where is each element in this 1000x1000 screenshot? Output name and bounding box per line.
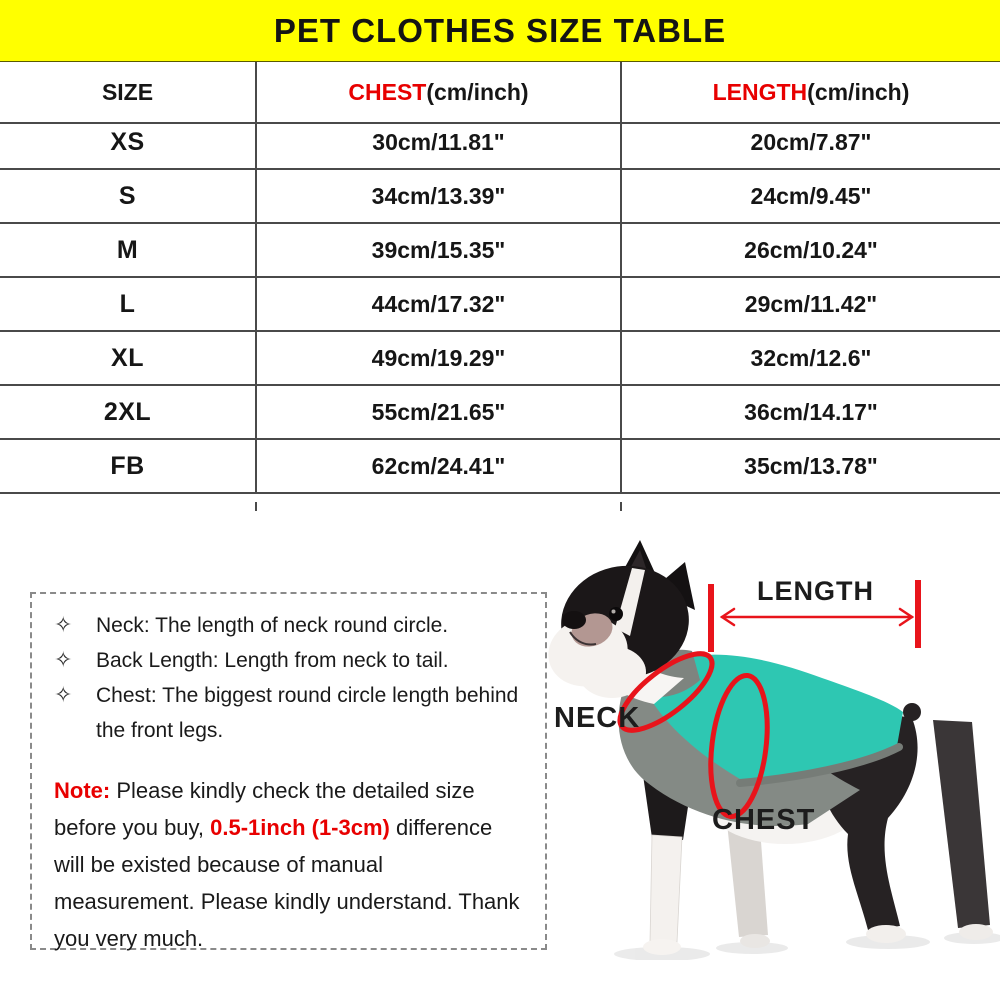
- row-xl-size: XL: [0, 332, 255, 386]
- row-2xl-length: 36cm/14.17": [620, 386, 1000, 440]
- row-l-size: L: [0, 278, 255, 332]
- length-measure-label: LENGTH: [757, 576, 874, 606]
- row-m-length: 26cm/10.24": [620, 224, 1000, 278]
- diamond-bullet-icon: ✧: [54, 683, 73, 708]
- dog-body: [619, 650, 993, 955]
- page-title: PET CLOTHES SIZE TABLE: [0, 0, 1000, 62]
- measurement-notes-box: [30, 592, 547, 950]
- row-s-length: 24cm/9.45": [620, 170, 1000, 224]
- header-chest: [255, 62, 620, 124]
- header-size-label: SIZE: [101, 78, 154, 105]
- note-text-after: difference will be existed because of manual measurement. Please kindly understand. Thank you very much.: [54, 815, 520, 951]
- header-chest-unit: (cm/inch): [426, 78, 529, 105]
- row-xl-chest: 49cm/19.29": [255, 332, 620, 386]
- neck-measure-label: NECK: [554, 702, 641, 734]
- row-m-size: M: [0, 224, 255, 278]
- note-item-chest: [54, 678, 523, 748]
- note-item-back-length: [54, 643, 523, 678]
- row-xs-size: XS: [0, 116, 255, 170]
- note-tolerance-highlight: 0.5-1inch (1-3cm): [210, 815, 390, 840]
- row-l-chest: 44cm/17.32": [255, 278, 620, 332]
- row-2xl-chest: 55cm/21.65": [255, 386, 620, 440]
- row-l-length: 29cm/11.42": [620, 278, 1000, 332]
- note-item-chest-text: Chest: The biggest round circle length behind the front legs.: [96, 684, 519, 742]
- row-xl-length: 32cm/12.6": [620, 332, 1000, 386]
- row-fb-chest: 62cm/24.41": [255, 440, 620, 494]
- header-length: [620, 62, 1000, 124]
- header-chest-accent: CHEST: [348, 78, 427, 105]
- table-column-divider-stub: [620, 502, 622, 511]
- chest-measure-label: CHEST: [712, 804, 816, 836]
- note-item-back-length-text: Back Length: Length from neck to tail.: [96, 649, 449, 672]
- row-fb-size: FB: [0, 440, 255, 494]
- note-text-before: Please kindly check the detailed size before you buy,: [54, 778, 475, 840]
- disclaimer-note: [54, 772, 523, 957]
- row-fb-length: 35cm/13.78": [620, 440, 1000, 494]
- note-label: Note:: [54, 778, 111, 803]
- row-s-chest: 34cm/13.39": [255, 170, 620, 224]
- size-table: [0, 62, 1000, 494]
- row-xs-chest: 30cm/11.81": [255, 116, 620, 170]
- header-length-unit: (cm/inch): [807, 78, 910, 105]
- row-s-size: S: [0, 170, 255, 224]
- table-column-divider-stub: [255, 502, 257, 511]
- diamond-bullet-icon: ✧: [54, 648, 73, 673]
- dog-measurement-diagram: [540, 530, 1000, 960]
- row-xs-length: 20cm/7.87": [620, 116, 1000, 170]
- row-m-chest: 39cm/15.35": [255, 224, 620, 278]
- dog-head: [541, 540, 697, 704]
- header-length-accent: LENGTH: [712, 78, 808, 105]
- header-size: [0, 62, 255, 124]
- row-2xl-size: 2XL: [0, 386, 255, 440]
- diamond-bullet-icon: ✧: [54, 613, 73, 638]
- note-item-neck-text: Neck: The length of neck round circle.: [96, 614, 449, 637]
- note-item-neck: [54, 608, 523, 643]
